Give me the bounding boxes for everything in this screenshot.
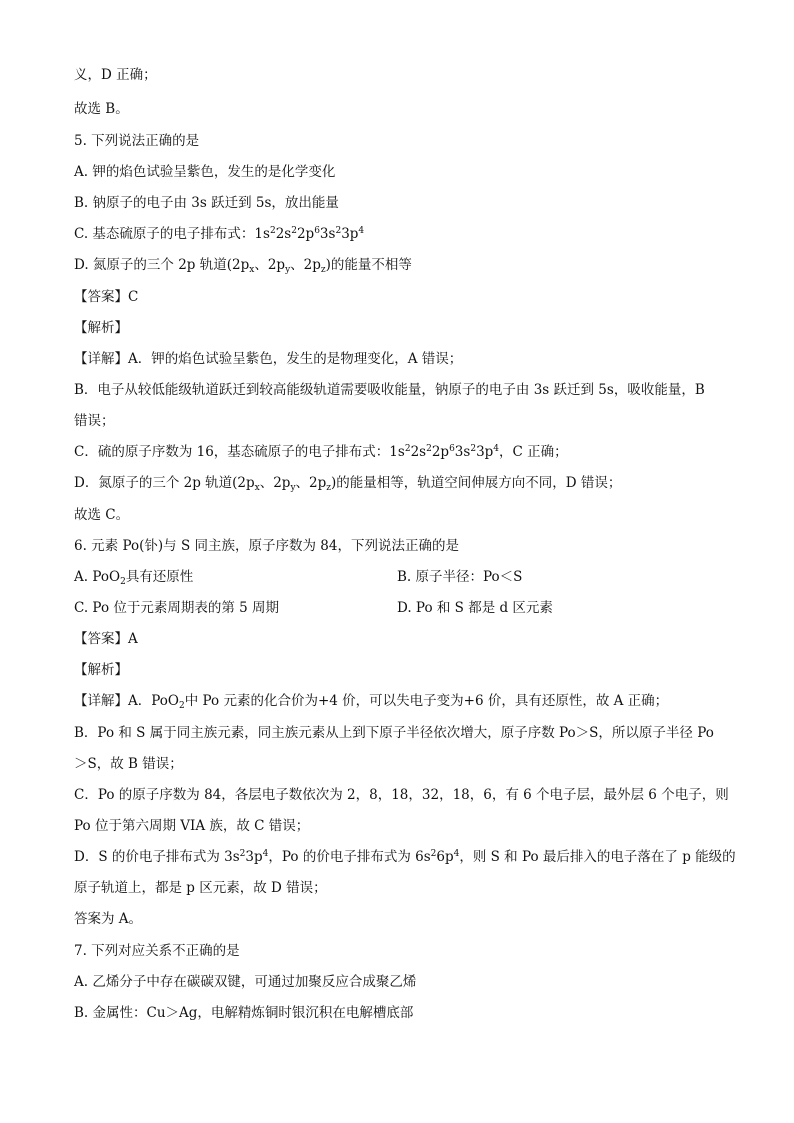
- question-5-detail-c: C．硫的原子序数为 16，基态硫原子的电子排布式：$1s^22s^22p^63s^23p^4$，C 正确；: [74, 444, 568, 460]
- text-line: 故选 B。: [74, 101, 129, 117]
- question-6-option-c: C. Po 位于元素周期表的第 5 周期: [74, 600, 280, 616]
- question-6-detail-a: 【详解】A．PoO$_2$中 Po 元素的化合价为+4 价，可以失电子变为+6 价，具有还原性，故 A 正确；: [74, 693, 669, 711]
- question-6-detail-d: D．S 的价电子排布式为 $3s^23p^4$，Po 的价电子排布式为 $6s^26p^4$，则 S 和 Po 最后排入的电子落在了 p 能级的: [74, 849, 736, 865]
- question-5-detail-d: D．氮原子的三个 2p 轨道($2p_x$、$2p_y$、$2p_z$)的能量相等，轨道空间伸展方向不同，D 错误；: [74, 475, 622, 493]
- question-6-answer: 【答案】A: [74, 631, 138, 647]
- question-6-detail-b-cont: ＞S，故 B 错误；: [74, 756, 183, 772]
- question-5-option-d: D. 氮原子的三个 2p 轨道($2p_x$、$2p_y$、$2p_z$)的能量不相等: [74, 257, 412, 275]
- question-5-detail-b-cont: 错误；: [74, 413, 115, 429]
- question-7-option-b: B. 金属性：Cu＞Ag，电解精炼铜时银沉积在电解槽底部: [74, 1005, 414, 1021]
- question-5-detail-b: B．电子从较低能级轨道跃迁到较高能级轨道需要吸收能量，钠原子的电子由 3s 跃迁到 5s，吸收能量，B: [74, 382, 705, 398]
- question-6-option-b: B. 原子半径：Po＜S: [397, 569, 523, 585]
- question-5-conclusion: 故选 C。: [74, 507, 130, 523]
- question-6-analysis: 【解析】: [74, 662, 128, 678]
- question-5-detail-a: 【详解】A．钾的焰色试验呈紫色，发生的是物理变化，A 错误；: [74, 351, 463, 367]
- question-5-option-c: C. 基态硫原子的电子排布式：$1s^22s^22p^63s^23p^4$: [74, 226, 365, 242]
- question-5-analysis: 【解析】: [74, 320, 128, 336]
- question-6-option-d: D. Po 和 S 都是 d 区元素: [397, 600, 553, 616]
- text-line: 义，D 正确；: [74, 67, 157, 83]
- question-6-detail-b: B．Po 和 S 属于同主族元素，同主族元素从上到下原子半径依次增大，原子序数 Po＞S，所以原子半径 Po: [74, 725, 714, 741]
- question-6-detail-c: C．Po 的原子序数为 84，各层电子数依次为 2，8，18，32，18，6，有 6 个电子层，最外层 6 个电子，则: [74, 787, 729, 803]
- question-6-detail-d-cont: 原子轨道上，都是 p 区元素，故 D 错误；: [74, 880, 327, 896]
- question-5-option-a: A. 钾的焰色试验呈紫色，发生的是化学变化: [74, 164, 336, 180]
- question-6-conclusion: 答案为 A。: [74, 911, 143, 927]
- question-5-answer: 【答案】C: [74, 289, 139, 305]
- question-7-stem: 7. 下列对应关系不正确的是: [74, 943, 240, 959]
- question-6-stem: 6. 元素 Po(钋)与 S 同主族，原子序数为 84，下列说法正确的是: [74, 538, 459, 554]
- question-5-option-b: B. 钠原子的电子由 3s 跃迁到 5s，放出能量: [74, 195, 339, 211]
- question-5-stem: 5. 下列说法正确的是: [74, 133, 200, 149]
- question-6-detail-c-cont: Po 位于第六周期 VIA 族，故 C 错误；: [74, 818, 310, 834]
- question-7-option-a: A. 乙烯分子中存在碳碳双键，可通过加聚反应合成聚乙烯: [74, 974, 417, 990]
- question-6-option-a: A. PoO$_2$具有还原性: [74, 569, 194, 587]
